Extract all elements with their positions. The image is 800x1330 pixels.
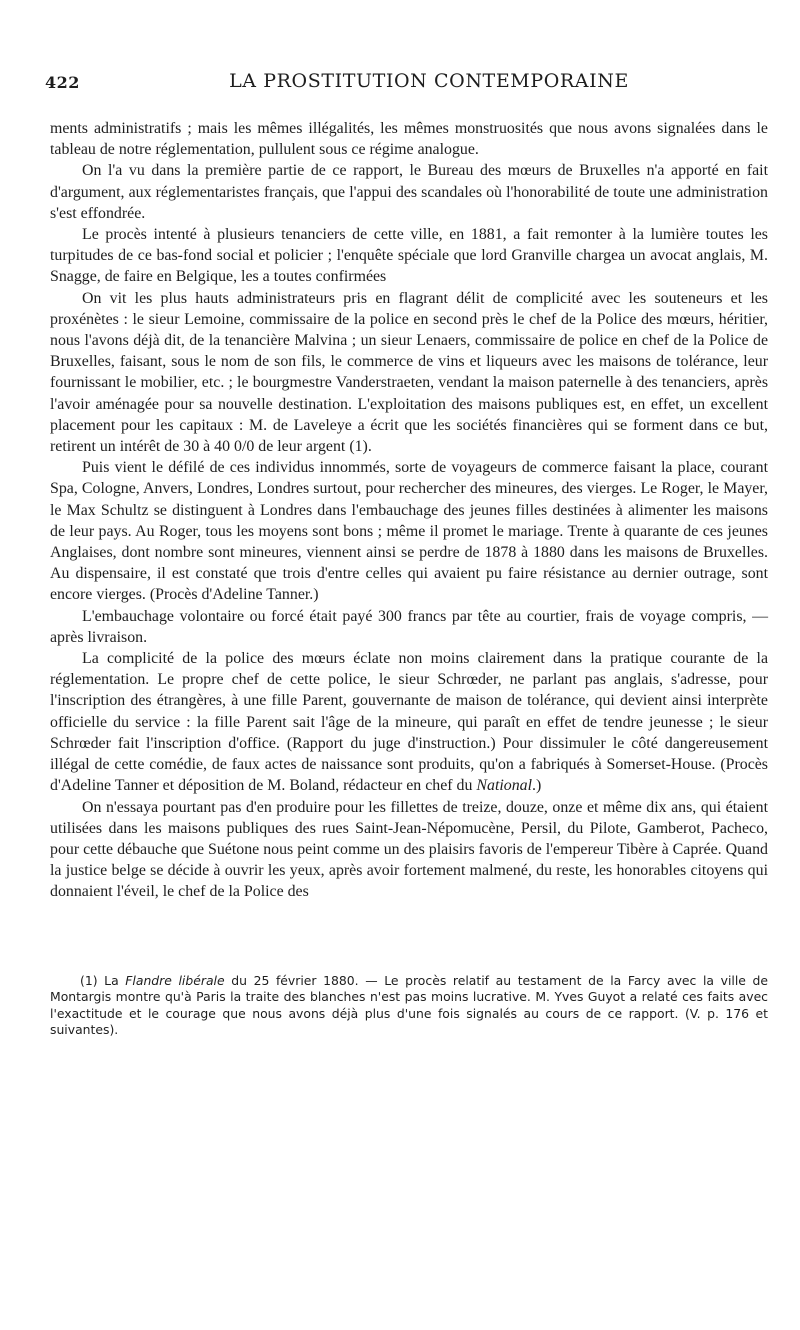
footnote-marker: (1) La	[80, 972, 126, 988]
paragraph: Le procès intenté à plusieurs tenanciers de cette ville, en 1881, a fait remonter à la lumière toutes les turpitudes de ce bas-fond social et policier ; l'enquête spéciale que lord Granville chargea un avocat anglais, M. Snagge, de faire en Belgique, les a toutes confirmées	[50, 226, 768, 286]
running-title: LA PROSTITUTION CONTEMPORAINE	[229, 70, 629, 92]
paragraph: L'embauchage volontaire ou forcé était payé 300 francs par tête au courtier, frais de voyage compris, — après livraison.	[50, 607, 768, 646]
journal-title: National	[476, 777, 533, 795]
footnotes	[50, 973, 768, 1039]
paragraph-text-end: .)	[532, 777, 542, 795]
body-text	[50, 118, 768, 903]
running-head	[45, 68, 768, 104]
paragraph: On vit les plus hauts administrateurs pris en flagrant délit de complicité avec les souteneurs et les proxénètes : le sieur Lemoine, commissaire de la police en second près le chef de la Police des mœurs, héritier, nous l'avons déjà dit, de la tenancière Malvina ; un sieur Lenaers, commissaire de police en chef de la Police de Bruxelles, faisant, sous le nom de son fils, le commerce de vins et liqueurs avec les maisons de tolérance, leur fournissant le mobilier, etc. ; le bourgmestre Vanderstraeten, vendant la maison paternelle à des tenanciers, après l'avoir aménagée pour sa nouvelle destination. L'exploitation des maisons publiques est, en effet, un excellent placement pour les capitaux : M. de Laveleye a écrit que les sociétés financières qui se forment dans ce but, retirent un intérêt de 30 à 40 0/0 de leur argent (1).	[50, 289, 768, 456]
paragraph	[50, 648, 768, 796]
footnote-journal-title: Flandre libérale	[125, 972, 225, 988]
book-page	[45, 68, 768, 1039]
footnote	[50, 973, 768, 1039]
page-number: 422	[45, 73, 80, 92]
paragraph: On n'essaya pourtant pas d'en produire pour les fillettes de treize, douze, onze et même dix ans, qui étaient utilisées dans les maisons publiques des rues Saint-Jean-Népomucène, Persil, du Pilote, Gamberot, Pacheco, pour cette débauche que Suétone nous peint comme un des plaisirs favoris de l'empereur Tibère à Caprée. Quand la justice belge se décide à ouvrir les yeux, après avoir fortement malmené, du reste, les honorables citoyens qui donnaient l'éveil, le chef de la Police des	[50, 798, 768, 901]
paragraph-text: La complicité de la police des mœurs éclate non moins clairement dans la pratique courante de la réglementation. Le propre chef de cette police, le sieur Schrœder, ne parlant pas anglais, s'adresse, pour l'inscription des étrangères, à une fille Parent, gouvernante de maison de tolérance, qui devient ainsi interprète officielle du service : la fille Parent sait l'âge de la mineure, qui paraît en effet de tendre jeunesse ; le sieur Schrœder fait l'inscription d'office. (Rapport du juge d'instruction.) Pour dissimuler le côté dangereusement illégal de cette comédie, de faux actes de naissance sont produits, qu'on a fabriqués à Somerset-House. (Procès d'Adeline Tanner et déposition de M. Boland, rédacteur en chef du	[50, 650, 768, 795]
paragraph: Puis vient le défilé de ces individus innommés, sorte de voyageurs de commerce faisant la place, courant Spa, Cologne, Anvers, Londres, Londres surtout, pour rechercher des mineures, des vierges. Le Roger, le Mayer, le Max Schultz se distinguent à Londres dans l'embauchage des jeunes filles destinées à alimenter les maisons de leur pays. Au Roger, tous les moyens sont bons ; même il promet le mariage. Trente à quarante de ces jeunes Anglaises, dont nombre sont mineures, viennent ainsi se perdre de 1878 à 1880 dans les maisons de Bruxelles. Au dispensaire, il est constaté que trois d'entre celles qui avaient pu faire résistance au dernier outrage, sont encore vierges. (Procès d'Adeline Tanner.)	[50, 459, 768, 604]
footnote-text: du 25 février 1880. — Le procès relatif au testament de la Farcy avec la ville de Montargis montre qu'à Paris la traite des blanches n'est pas moins lucrative. M. Yves Guyot a relaté ces faits avec l'exactitude et le courage que nous avons déjà plus d'une fois signalés au cours de ce rapport. (V. p. 176 et suivantes).	[50, 972, 768, 1038]
paragraph: On l'a vu dans la première partie de ce rapport, le Bureau des mœurs de Bruxelles n'a apporté en fait d'argument, aux réglementaristes français, que l'appui des scandales où l'honorabilité de toute une administration s'est effondrée.	[50, 162, 768, 222]
paragraph: ments administratifs ; mais les mêmes illégalités, les mêmes monstruosités que nous avons signalées dans le tableau de notre réglementation, pullulent sous ce régime analogue.	[50, 120, 768, 159]
